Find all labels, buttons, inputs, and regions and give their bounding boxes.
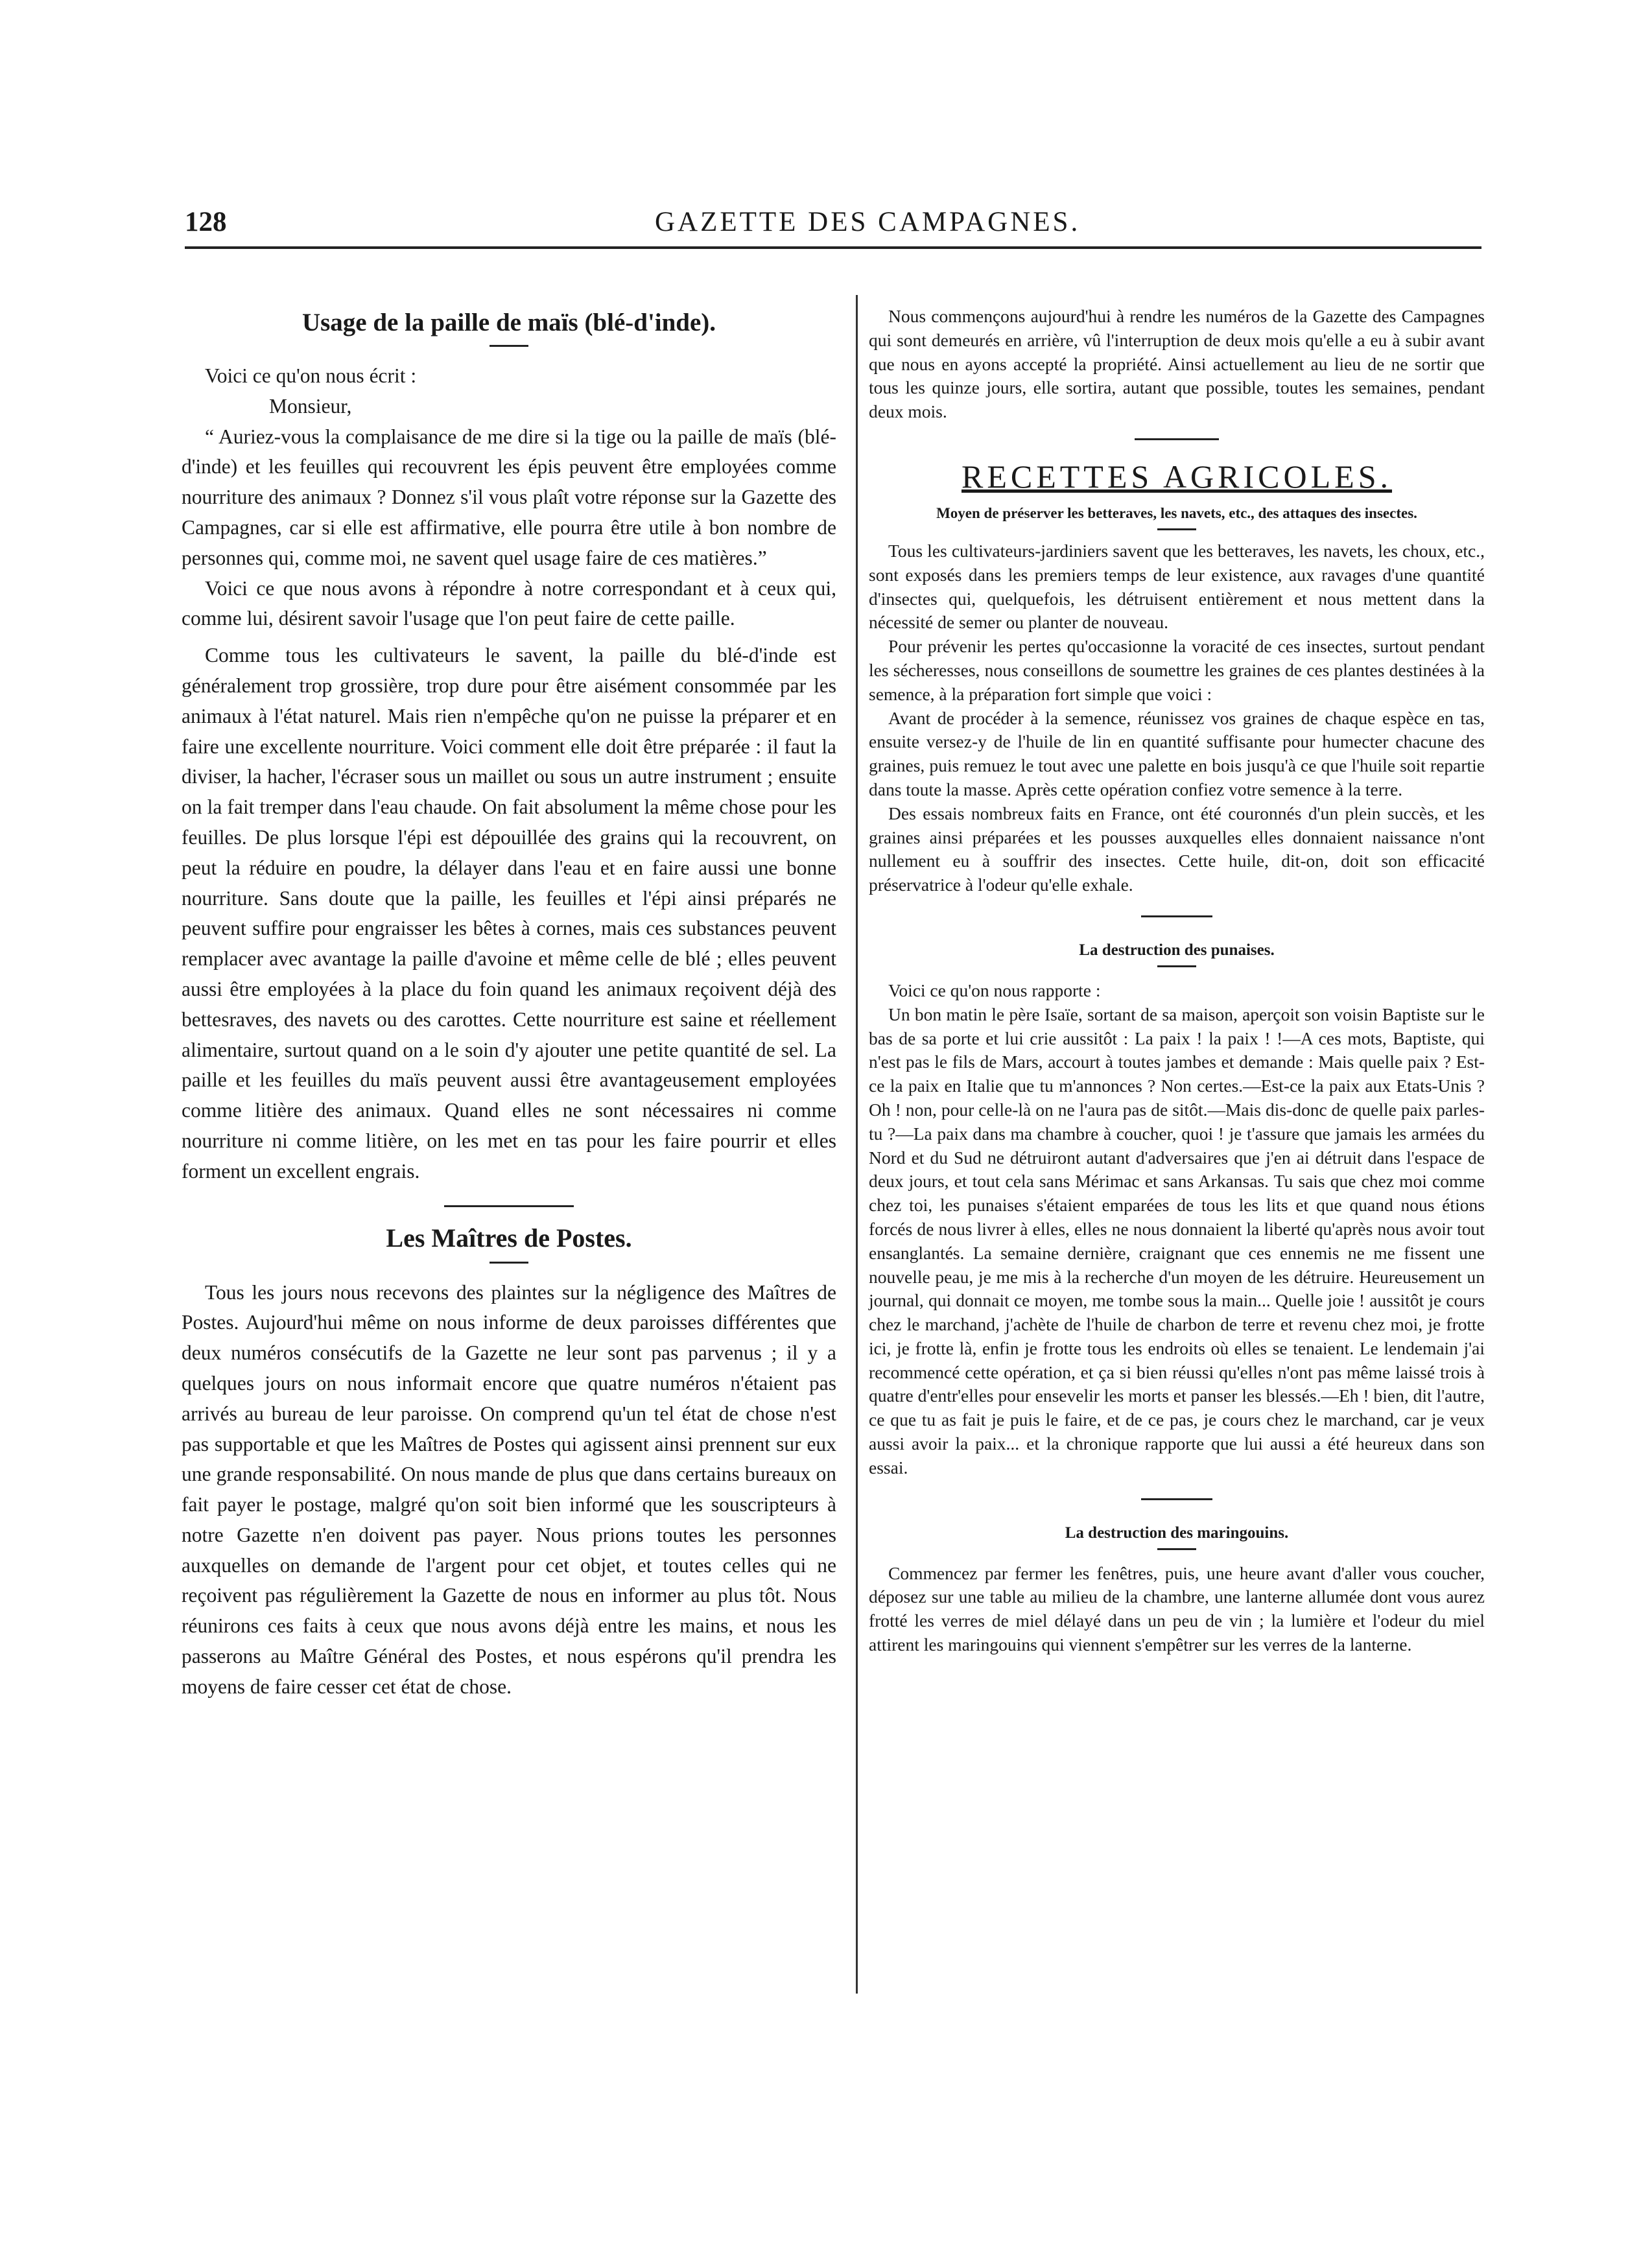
recettes-paragraph-1: Tous les cultivateurs-jardiniers savent que les betteraves, les navets, les choux, etc., sont exposés dans les premiers temps de leur existence, aux ravages d'une quantité d'insectes qui, quelquefois, les détruisent entièrement et nous mettent dans la nécessité de semer ou planter de nouveau. <box>869 540 1485 633</box>
article-title-maringouins: La destruction des maringouins. <box>1065 1524 1289 1542</box>
section-title-recettes: RECETTES AGRICOLES. <box>961 458 1393 495</box>
usage-letter: “ Auriez-vous la complaisance de me dire si la tige ou la paille de maïs (blé-d'inde) et les feuilles qui recouvrent les épis peuvent être employées comme nourriture des animaux ? Donnez s'il vous plaît votre réponse sur la Gazette des Campagnes, car si elle est affirmative, elle pourra être utile à bon nombre de personnes qui, comme moi, ne savent quel usage faire de ces matières.” <box>182 425 836 569</box>
punaises-intro: Voici ce qu'on nous rapporte : <box>888 980 1101 1000</box>
right-column <box>869 305 1485 1657</box>
usage-salutation: Monsieur, <box>269 394 352 418</box>
column-divider <box>856 295 858 1994</box>
running-title: GAZETTE DES CAMPAGNES. <box>655 207 1081 237</box>
paragraph-gap <box>182 634 836 641</box>
article-title-usage: Usage de la paille de maïs (blé-d'inde). <box>301 309 716 336</box>
title-dash <box>1157 965 1196 967</box>
usage-body: Comme tous les cultivateurs le savent, la paille du blé-d'inde est généralement trop grossière, trop dure pour être aisément consommée par les animaux à l'état naturel. Mais rien n'empêche qu'on ne puisse la préparer et en faire une excellente nourriture. Voici comment elle doit être préparée : il faut la diviser, la hacher, l'écraser sous un maillet ou sous un autre instrument ; ensuite on la fait tremper dans l'eau chaude. On fait absolument la même chose pour les feuilles. De plus lorsque l'épi est dépouillée des grains qui la recouvrent, on peut la réduire en poudre, la délayer dans l'eau et en faire aussi une bonne nourriture. Sans doute que la paille, les feuilles et l'épi ainsi préparés ne peuvent suffire pour engraisser les bêtes à cornes, mais ces substances peuvent remplacer avec avantage la paille d'avoine et même celle de blé ; elles peuvent aussi être employées à la place du foin quand les animaux reçoivent déjà des bettesraves, des navets ou des carottes. Cette nourriture est saine et réellement alimentaire, surtout quand on a le soin d'y ajouter une petite quantité de sel. La paille et les feuilles du maïs peuvent aussi être avantageusement employées comme litière des animaux. Quand elles ne sont nécessaires ni comme nourriture ni comme litière, on les met en tas pour les faire pourrir et elles forment un excellent engrais. <box>182 644 836 1183</box>
section-separator <box>1141 915 1212 917</box>
section-ornament <box>182 1205 836 1207</box>
page-number: 128 <box>185 207 227 237</box>
recettes-paragraph-3: Avant de procéder à la semence, réunissez vos graines de chaque espèce en tas, ensuite versez-y de l'huile de lin en quantité suffisante pour humecter chacune des graines, puis remuez le tout avec une palette en bois jusqu'à ce que l'huile soit repartie dans toute la masse. Après cette opération confiez votre semence à la terre. <box>869 707 1485 799</box>
title-dash <box>1157 528 1196 530</box>
article-title-maitres: Les Maîtres de Postes. <box>386 1223 632 1253</box>
usage-reply: Voici ce que nous avons à répondre à notre correspondant et à ceux qui, comme lui, désirent savoir l'usage que l'on peut faire de cette paille. <box>182 576 836 630</box>
ornament-rule <box>1135 438 1219 440</box>
article-title-punaises: La destruction des punaises. <box>1079 941 1275 959</box>
section-separator <box>1141 1498 1212 1500</box>
punaises-body: Un bon matin le père Isaïe, sortant de sa maison, aperçoit son voisin Baptiste sur le bas de sa porte et lui crie aussitôt : La paix ! la paix ! !—A ces mots, Baptiste, qui n'est pas le fils de Mars, accourt à toutes jambes et demande : Mais quelle paix ? Est-ce la paix en Italie que tu m'annonces ? Non certes.—Est-ce la paix aux Etats-Unis ? Oh ! non, pour celle-là on ne l'aura pas de sitôt.—Mais dis-donc de quelle paix parles-tu ?—La paix dans ma chambre à coucher, quoi ! je t'assure que jamais les armées du Nord et du Sud ne détruiront autant d'adversaires que j'en ai détruit dans l'espace de deux jours, et tout cela sans Mérimac et sans Arkansas. Tu sais que chez moi comme chez toi, les punaises s'étaient emparées de tous les lits et que quand nous étions forcés de nous livrer à elles, elles ne nous donnaient la liberté qu'après nous avoir tout ensanglantés. La semaine dernière, craignant que ces ennemis ne me fissent une nouvelle peau, je me mis à la recherche d'un moyen de les détruire. Heureusement un journal, qui donnait ce moyen, me tombe sous la main... Quelle joie ! aussitôt je cours chez le marchand, j'achète de l'huile de charbon de terre et revenu chez moi, je frotte ici, je frotte là, enfin je frotte tous les endroits où elles se tenaient. Le lendemain j'ai recommencé cette opération, et ça si bien réussi qu'elles n'ont pas même laissé trois à quatre d'entr'elles pour ensevelir les morts et panser les blessés.—Eh ! bien, dit l'autre, ce que tu as fait je puis le faire, et de ce pas, je cours chez le marchand, car je veux aussi avoir la paix... et la chronique rapporte que lui aussi a été heureux dans son essai. <box>869 1004 1485 1478</box>
recettes-subtitle: Moyen de préserver les betteraves, les navets, etc., des attaques des insectes. <box>936 504 1417 521</box>
section-ornament <box>869 438 1485 440</box>
title-dash <box>490 1262 528 1264</box>
ornament-rule <box>444 1205 574 1207</box>
publication-notice: Nous commençons aujourd'hui à rendre les numéros de la Gazette des Campagnes qui sont demeurés en arrière, vû l'interruption de deux mois qu'elle a eu à subir avant que nous en ayons accepté la propriété. Ainsi actuellement au lieu de ne sortir que tous les quinze jours, elle sortira, autant que possible, toutes les semaines, pendant deux mois. <box>869 306 1485 422</box>
recettes-paragraph-2: Pour prévenir les pertes qu'occasionne la voracité de ces insectes, surtout pendant les sécheresses, nous conseillons de soumettre les graines de ces plantes destinées à la semence, à la préparation fort simple que voici : <box>869 636 1485 704</box>
maitres-body: Tous les jours nous recevons des plaintes sur la négligence des Maîtres de Postes. Aujourd'hui même on nous informe de deux paroisses différentes que deux numéros consécutifs de la Gazette ne leur sont pas parvenus ; il y a quelques jours on nous informait encore que quatre numéros n'étaient pas arrivés au bureau de leur paroisse. On comprend qu'un tel état de chose n'est pas supportable et que les Maîtres de Postes qui agissent ainsi prennent sur eux une grande responsabilité. On nous mande de plus que dans certains bureaux on fait payer le postage, malgré qu'on soit bien informé que les souscripteurs à notre Gazette n'en doivent pas payer. Nous prions toutes les personnes auxquelles on demande de l'argent pour cet objet, et toutes celles qui ne reçoivent pas régulièrement la Gazette de nous en informer au plus tôt. Nous réunirons ces faits à ceux que nous avons déjà entre les mains, et nous les passerons au Maître Général des Postes, et nous espérons qu'il prendra les moyens de faire cesser cet état de chose. <box>182 1280 836 1698</box>
maringouins-body: Commencez par fermer les fenêtres, puis, une heure avant d'aller vous coucher, déposez sur une table au milieu de la chambre, une lanterne allumée dont vous aurez frotté les verres de miel délayé dans un peu de vin ; la lumière et l'odeur du miel attirent les maringouins qui viennent s'empêtrer sur les verres de la lanterne. <box>869 1562 1485 1655</box>
left-column <box>182 305 836 1702</box>
title-dash <box>1157 1548 1196 1550</box>
usage-intro: Voici ce qu'on nous écrit : <box>205 364 417 387</box>
title-dash <box>490 345 528 347</box>
recettes-paragraph-4: Des essais nombreux faits en France, ont été couronnés d'un plein succès, et les graines ainsi préparées et les pousses auxquelles elles donnaient naissance n'ont nullement eu à souffrir des insectes. Cette huile, dit-on, doit son efficacité préservatrice à l'odeur qu'elle exhale. <box>869 803 1485 895</box>
header-rule <box>185 246 1481 249</box>
